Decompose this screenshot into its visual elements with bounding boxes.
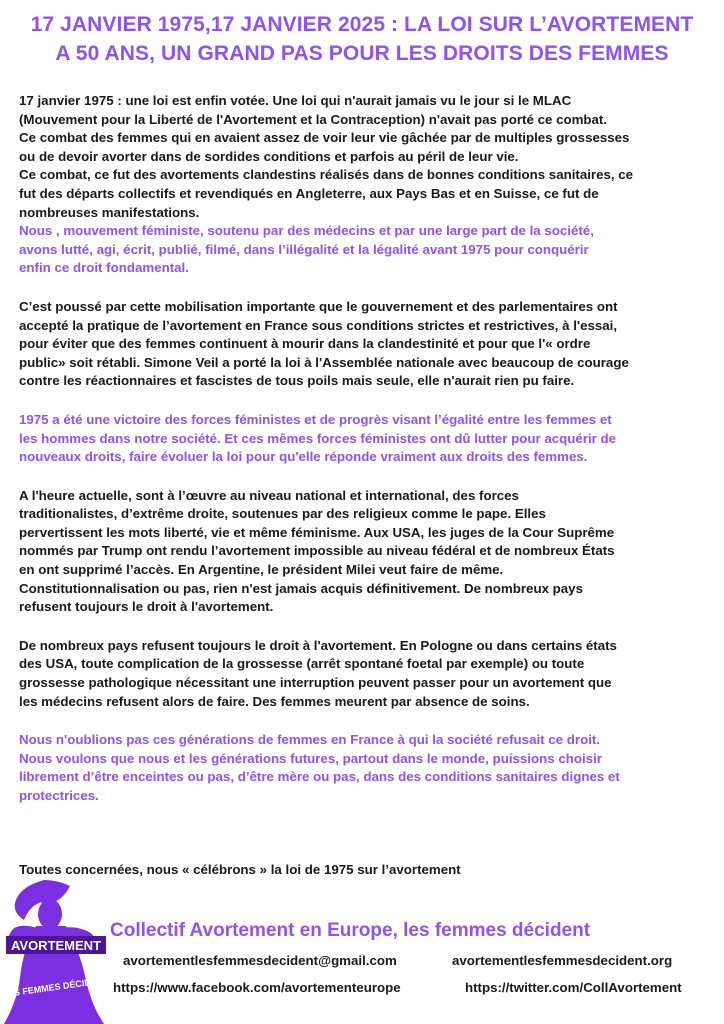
text-line: Constitutionnalisation ou pas, rien n'est jamais acquis définitivement. De nombreux pays [19,580,583,596]
paragraph-mlac [19,92,707,278]
highlight-line: librement d’être enceintes ou pas, d’être mère ou pas, dans des conditions sanitaires dignes et [19,769,620,785]
closing-statement: Toutes concernées, nous « célébrons » la loi de 1975 sur l’avortement [19,862,461,877]
text-line: accepté la pratique de l’avortement en France sous conditions strictes et restrictives, à l'essai, [19,317,618,333]
text-line: Ce combat des femmes qui en avaient assez de voir leur vie gâchée par de multiples grossesses [19,130,630,146]
text-line: A l'heure actuelle, sont à l’œuvre au niveau national et international, des forces [19,487,519,503]
collective-name: Collectif Avortement en Europe, les femmes décident [110,920,591,941]
text-line: refusent toujours le droit à l'avortement. [19,599,274,615]
paragraph-simone-veil [19,298,707,391]
text-line: C’est poussé par cette mobilisation importante que le gouvernement et des parlementaires ont [19,298,618,314]
text-line: public» soit rétabli. Simone Veil a porté la loi à l'Assemblée nationale avec beaucoup de courage [19,354,629,370]
text-line: grossesse pathologique nécessitant une interruption peuvent passer pour un avortement que [19,675,612,691]
paragraph-countries [19,637,707,711]
title-line-1: 17 JANVIER 1975,17 JANVIER 2025 : LA LOI SUR L’AVORTEMENT [30,13,694,36]
text-line: 17 janvier 1975 : une loi est enfin votée. Une loi qui n'aurait jamais vu le jour si le MLAC [19,93,572,108]
highlight-line: 1975 a été une victoire des forces féministes et de progrès visant l’égalité entre les femmes et [19,411,612,427]
text-line: (Mouvement pour la Liberté de l'Avortement et la Contraception) n'avait pas porté ce combat. [19,111,608,127]
text-line: pour éviter que des femmes continuent à mourir dans la clandestinité et pour que l'« ordre [19,336,591,352]
text-line: les médecins refusent alors de faire. Des femmes meurent par absence de soins. [19,693,530,709]
title-line-2: A 50 ANS, UN GRAND PAS POUR LES DROITS DES FEMMES [55,42,669,65]
text-line: fut des départs collectifs et revendiqués en Angleterre, aux Pays Bas et en Suisse, ce fut de [19,185,599,201]
highlight-line: nouveaux droits, faire évoluer la loi pour qu'elle réponde vraiment aux droits des femmes. [19,449,588,465]
text-line: traditionalistes, d’extrême droite, soutenues par des religieux comme le pape. Elles [19,506,546,522]
logo-banner-text: AVORTEMENT [10,938,102,953]
highlight-line: avons lutté, agi, écrit, publié, filmé, dans l’illégalité et la légalité avant 1975 pour conquérir [19,241,589,257]
highlight-line: Nous n'oublions pas ces générations de femmes en France à qui la société refusait ce droit. [19,732,601,748]
website-link[interactable]: avortementlesfemmesdecident.org [452,953,673,968]
text-line: De nombreux pays refusent toujours le droit à l'avortement. En Pologne ou dans certains états [19,637,617,653]
text-line: ou de devoir avorter dans de sordides conditions et parfois au péril de leur vie. [19,148,519,164]
text-line: pervertissent les mots liberté, vie et même féminisme. Aux USA, les juges de la Cour Suprême [19,524,615,540]
twitter-link[interactable]: https://twitter.com/CollAvortement [465,980,682,995]
page-title [10,10,714,68]
highlight-line: enfin ce droit fondamental. [19,260,189,276]
text-line: des USA, toute complication de la grossesse (arrêt spontané foetal par exemple) ou toute [19,656,585,672]
email-link[interactable]: avortementlesfemmesdecident@gmail.com [123,953,397,968]
text-line: contre les réactionnaires et fascistes de tous poils mais seule, elle n'aurait rien pu faire. [19,373,575,389]
paragraph-current-threats [19,487,707,617]
text-line: nombreuses manifestations. [19,204,200,220]
highlight-line: Nous , mouvement féministe, soutenu par des médecins et par une large part de la société, [19,223,594,239]
highlight-line: protectrices. [19,788,99,803]
head-shape [38,899,62,929]
text-line: nommés par Trump ont rendu l’avortement impossible au niveau fédéral et de nombreux États [19,543,615,559]
article-body [19,92,707,826]
logo-body-text: LES FEMMES DÉCIDENT [1,974,110,1000]
paragraph-generations [19,731,707,805]
highlight-line: Nous voulons que nous et les générations futures, partout dans le monde, puissions choisir [19,750,602,766]
collective-logo [0,880,112,1024]
facebook-link[interactable]: https://www.facebook.com/avortementeurope [113,980,401,995]
text-line: en ont supprimé l’accès. En Argentine, le président Milei veut faire de même. [19,562,504,578]
paragraph-victory [19,411,707,467]
text-line: Ce combat, ce fut des avortements clandestins réalisés dans de bonnes conditions sanitaires, ce [19,167,634,183]
highlight-line: les hommes dans notre société. Et ces mêmes forces féministes ont dû lutter pour acquérir de [19,430,617,446]
